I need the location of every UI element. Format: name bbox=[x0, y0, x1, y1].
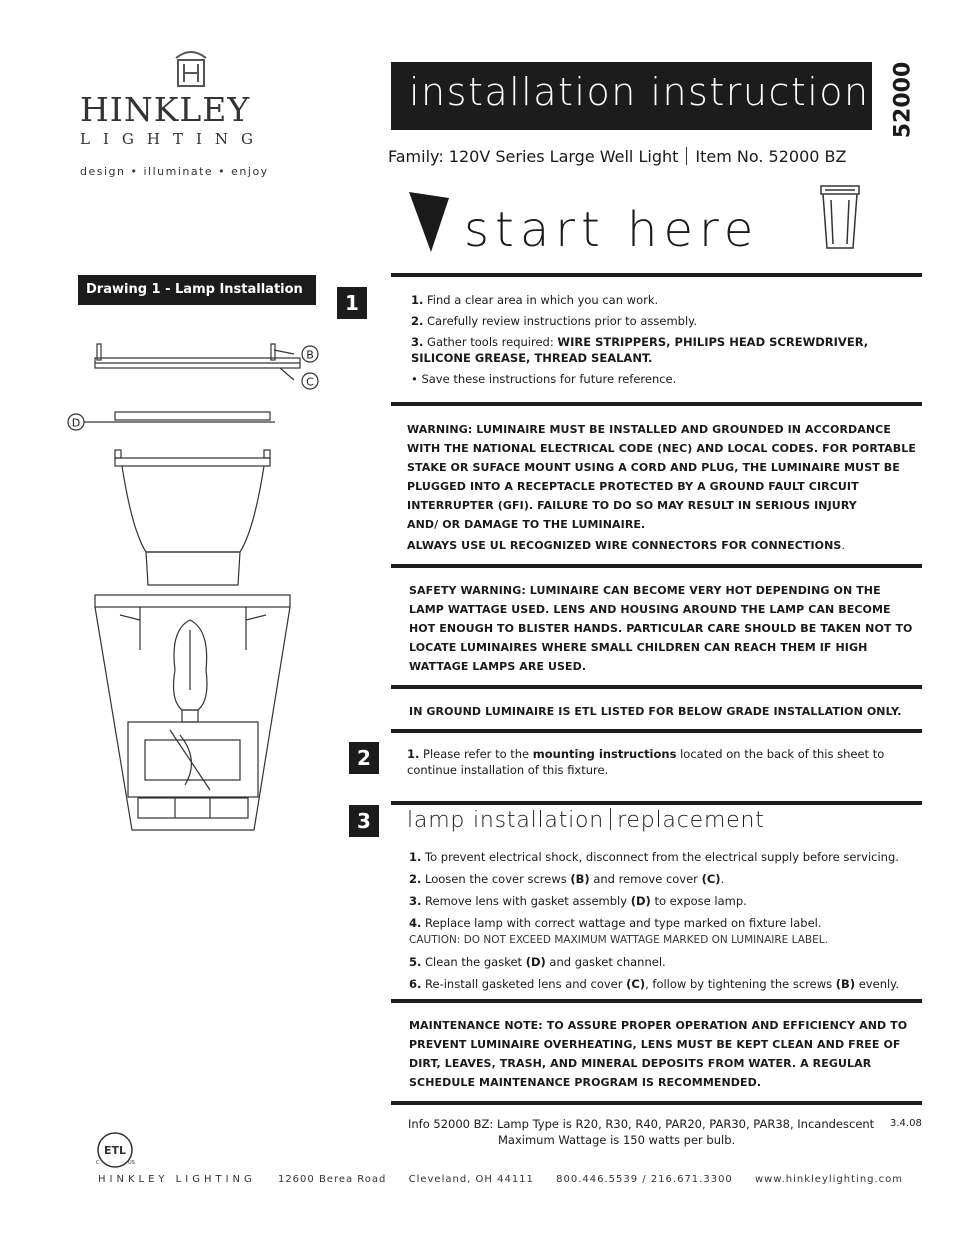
section-rule bbox=[391, 999, 922, 1003]
step-badge-1: 1 bbox=[337, 287, 367, 319]
callout-d bbox=[68, 414, 84, 430]
footer-address: 12600 Berea Road bbox=[277, 1174, 387, 1185]
section-rule bbox=[391, 273, 922, 277]
item-number-vertical bbox=[878, 60, 928, 140]
svg-text:C: C bbox=[306, 375, 314, 389]
lamp-step-2: 2. Loosen the cover screws (B) and remove cover (C). bbox=[409, 872, 725, 886]
brand-tagline: design • illuminate • enjoy bbox=[80, 165, 269, 178]
section-rule bbox=[391, 729, 922, 733]
page-title: installation instructions bbox=[391, 62, 872, 130]
step-badge-3: 3 bbox=[349, 805, 379, 837]
svg-text:B: B bbox=[306, 348, 314, 362]
brand-name: HINKLEY bbox=[80, 90, 251, 129]
svg-text:US: US bbox=[128, 1160, 135, 1166]
lamp-step-6: 6. Re-install gasketed lens and cover (C), follow by tightening the screws (B) evenly. bbox=[409, 977, 899, 991]
section-rule bbox=[391, 685, 922, 689]
warning-block: WARNING: LUMINAIRE MUST BE INSTALLED AND GROUNDED IN ACCORDANCE WITH THE NATIONAL ELECTRICAL CODE (NEC) AND LOCAL CODES. FOR PORTABLE STAKE OR SUFACE MOUNT USING A CORD AND PLUG, THE LUMINAIRE MUST BE PLUGGED INTO A RECEPTACLE PROTECTED BY A GROUND FAULT CIRCUIT INTERRUPTER (GFI). FAILURE TO DO SO MAY RESULT IN SERIOUS INJURY AND/ OR DAMAGE TO THE LUMINAIRE. ALWAYS USE UL RECOGNIZED WIRE CONNECTORS FOR CONNECTIONS. bbox=[407, 423, 916, 552]
lens-d bbox=[115, 412, 270, 420]
callout-c bbox=[302, 373, 318, 389]
preparation-steps bbox=[411, 292, 911, 392]
item-number-text: 52000 bbox=[890, 61, 916, 139]
family-line bbox=[388, 147, 846, 166]
lamp-info: Info 52000 BZ: Lamp Type is R20, R30, R40, PAR20, PAR30, PAR38, Incandescent Maximum Wattage is 150 watts per bulb. bbox=[408, 1117, 875, 1147]
svg-text:ETL: ETL bbox=[103, 1144, 127, 1157]
prep-step-3: 3. Gather tools required: WIRE STRIPPERS, PHILIPS HEAD SCREWDRIVER, SILICONE GREASE, THREAD SEALANT. bbox=[411, 335, 869, 365]
fixture-thumbnail-icon bbox=[815, 180, 865, 252]
prep-step-1: 1. Find a clear area in which you can work. bbox=[411, 293, 659, 307]
lamp-installation-heading: lamp installation replacement bbox=[407, 808, 765, 833]
footer bbox=[98, 1174, 921, 1185]
footer-phone: 800.446.5539 / 216.671.3300 bbox=[556, 1174, 733, 1185]
brand-sub: LIGHTING bbox=[80, 130, 266, 148]
maintenance-note: MAINTENANCE NOTE: TO ASSURE PROPER OPERATION AND EFFICIENCY AND TO PREVENT LUMINAIRE OVERHEATING, LENS MUST BE KEPT CLEAN AND FREE OF DIRT, LEAVES, TRASH, AND MINERAL DEPOSITS FROM WATER. A REGULAR SCHEDULE MAINTENANCE PROGRAM IS RECOMMENDED. bbox=[409, 1019, 908, 1089]
lamp-step-5: 5. Clean the gasket (D) and gasket channel. bbox=[409, 955, 666, 969]
svg-text:C: C bbox=[96, 1160, 100, 1166]
divider bbox=[686, 147, 687, 165]
lamp-step-4: 4. Replace lamp with correct wattage and type marked on fixture label. CAUTION: DO NOT EXCEED MAXIMUM WATTAGE MARKED ON LUMINAIRE LABEL. bbox=[409, 916, 828, 946]
callout-b bbox=[302, 346, 318, 362]
lamp-step-1: 1. To prevent electrical shock, disconnect from the electrical supply before servicing. bbox=[409, 850, 899, 864]
footer-city: Cleveland, OH 44111 bbox=[408, 1174, 534, 1185]
section-rule bbox=[391, 801, 922, 805]
mounting-reference: 1. Please refer to the mounting instructions located on the back of this sheet to continue installation of this fixture. bbox=[407, 747, 885, 777]
etl-listed-note: IN GROUND LUMINAIRE IS ETL LISTED FOR BELOW GRADE INSTALLATION ONLY. bbox=[409, 705, 902, 718]
footer-web[interactable]: www.hinkleylighting.com bbox=[754, 1174, 904, 1185]
section-rule bbox=[391, 1101, 922, 1105]
family-label: Family: 120V Series Large Well Light bbox=[388, 147, 679, 166]
prep-step-2: 2. Carefully review instructions prior to assembly. bbox=[411, 314, 698, 328]
lamp-step-3: 3. Remove lens with gasket assembly (D) to expose lamp. bbox=[409, 894, 747, 908]
start-here-heading: start here bbox=[464, 202, 760, 258]
step-badge-2: 2 bbox=[349, 742, 379, 774]
footer-brand: HINKLEY LIGHTING bbox=[98, 1174, 256, 1185]
safety-warning-block: SAFETY WARNING: LUMINAIRE CAN BECOME VERY HOT DEPENDING ON THE LAMP WATTAGE USED. LENS AND HOUSING AROUND THE LAMP CAN BECOME HOT ENOUGH TO BLISTER HANDS. PARTICULAR CARE SHOULD BE TAKEN NOT TO LOCATE LUMINAIRES WHERE SMALL CHILDREN CAN REACH THEM IF HIGH WATTAGE LAMPS ARE USED. bbox=[409, 584, 913, 673]
svg-text:D: D bbox=[71, 416, 81, 430]
revision-date: 3.4.08 bbox=[890, 1118, 922, 1129]
etl-certification-icon bbox=[94, 1130, 136, 1170]
section-rule bbox=[391, 564, 922, 568]
lamp-installation-drawing bbox=[60, 330, 360, 840]
item-label: Item No. 52000 BZ bbox=[695, 147, 847, 166]
drawing-label: Drawing 1 - Lamp Installation bbox=[78, 275, 316, 305]
section-rule bbox=[391, 402, 922, 406]
prep-step-4: • Save these instructions for future reference. bbox=[411, 372, 677, 386]
lamp-installation-steps bbox=[409, 849, 919, 998]
start-arrow-icon bbox=[409, 192, 459, 254]
wattage-caution: CAUTION: DO NOT EXCEED MAXIMUM WATTAGE MARKED ON LUMINAIRE LABEL. bbox=[409, 934, 828, 946]
